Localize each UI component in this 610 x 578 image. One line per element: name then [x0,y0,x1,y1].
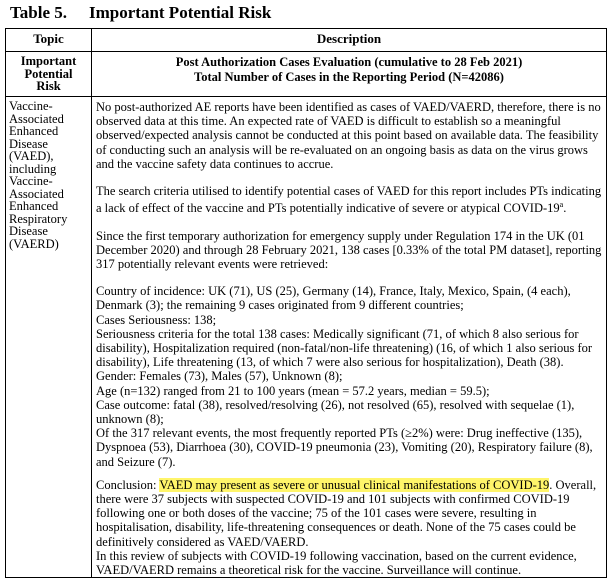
topic-line: Disease [9,136,48,151]
seriousness-criteria-line: Seriousness criteria for the total 138 cases: Medically significant (71, of which 8 also serious for disability), Hospitalization required (non-fatal/non-life threatening) (16, of which 1 also serious for disability), Life threatening (13, of which 7 were also serious for hospitalization), Death (38). [96,326,593,370]
conclusion-rest: . Overall, there were 37 subjects with suspected COVID-19 and 101 subjects with confirmed COVID-19 following one or both doses of the vaccine; 75 of the 101 cases were severe, resulting in hospitalisation, disability, life-threatening consequences or death. None of the 75 cases could be definitively considered as VAED/VAERD. [96,477,597,549]
footnote-marker: a [559,200,564,210]
topic-header: Topic [6,29,92,52]
topic-subheader-line: Potential [24,66,73,81]
cases-retrieved-paragraph: Since the first temporary authorization for emergency supply under Regulation 174 in the UK (01 December 2020) and through 28 February 2021, 138 cases [0.33% of the total PM dataset], reporting 317 potentially relevant events were retrieved: [96,228,602,271]
evaluation-heading: Post Authorization Cases Evaluation (cumulative to 28 Feb 2021) [175,55,523,69]
risk-table [5,28,607,578]
case-statistics [96,284,603,469]
topic-cell [6,97,92,578]
topic-line: Associated [9,111,64,126]
total-cases-heading: Total Number of Cases in the Reporting Period (N=42086) [194,69,504,84]
conclusion-paragraph [96,478,603,577]
description-cell [92,97,607,578]
topic-line: Enhanced [9,124,59,138]
header-row [6,29,607,52]
gender-line: Gender: Females (73), Males (57), Unknown (8); [96,369,343,384]
subheader-row [6,52,607,97]
conclusion-prefix: Conclusion: [96,477,160,492]
search-criteria-text: The search criteria utilised to identify potential cases of VAED for this report includes PTs indicating a lack of effect of the vaccine and PTs potentially indicative of severe or atypical COVID-19 [96,184,602,216]
topic-line: (VAERD) [9,236,59,251]
topic-subheader [6,52,92,97]
frequent-pts-line: Of the 317 relevant events, the most frequently reported PTs (≥2%) were: Drug ineffective (135), Dyspnoea (53), Diarrhoea (30), COVID-19 pneumonia (23), Vomiting (20), Respiratory failure (8), and Seizure (7). [96,426,593,469]
topic-line: (VAED), [9,149,54,163]
table-number: Table 5. [10,3,68,22]
age-line: Age (n=132) ranged from 21 to 100 years (mean = 57.2 years, median = 59.5); [96,383,490,398]
topic-line: Respiratory [9,211,68,226]
description-subheader [92,52,607,97]
description-header: Description [92,29,607,52]
content-row [6,97,607,578]
table-title [10,3,271,23]
highlighted-conclusion: VAED may present as severe or unusual clinical manifestations of COVID-19 [159,477,550,492]
topic-line: including [9,161,57,176]
search-criteria-paragraph: The search criteria utilised to identify potential cases of VAED for this report includes PTs indicating a lack of effect of the vaccine and PTs potentially indicative of severe or atypical COVID-19$^a$. [96,184,602,216]
final-review-text: In this review of subjects with COVID-19 following vaccination, based on the current evidence, VAED/VAERD remains a theoretical risk for the vaccine. Surveillance will continue. [96,548,577,578]
topic-line: Disease [9,224,48,238]
no-data-paragraph: No post-authorized AE reports have been identified as cases of VAED/VAERD, therefore, there is no observed data at this time. An expected rate of VAED is difficult to establish so a meaningful observed/expected analysis cannot be conducted at this point based on available data. The feasibility of conducting such an analysis will be re-evaluated on an ongoing basis as data on the virus grows and the vaccine safety data continues to accrue. [96,100,601,171]
topic-line: Associated [9,186,64,201]
table-title-text: Important Potential Risk [89,3,272,22]
topic-subheader-line: Risk [36,79,61,93]
country-line: Country of incidence: UK (71), US (25), Germany (14), France, Italy, Mexico, Spain, (4 each), Denmark (3); the remaining 9 cases originated from 9 different countries; [96,284,571,313]
topic-line: Enhanced [9,199,59,213]
seriousness-line: Cases Seriousness: 138; [96,312,217,327]
topic-line: Vaccine- [9,174,53,188]
topic-subheader-line: Important [20,54,77,68]
outcome-line: Case outcome: fatal (38), resolved/resolving (26), not resolved (65), resolved with sequelae (1), unknown (8); [96,397,575,427]
topic-line: Vaccine- [9,99,53,113]
